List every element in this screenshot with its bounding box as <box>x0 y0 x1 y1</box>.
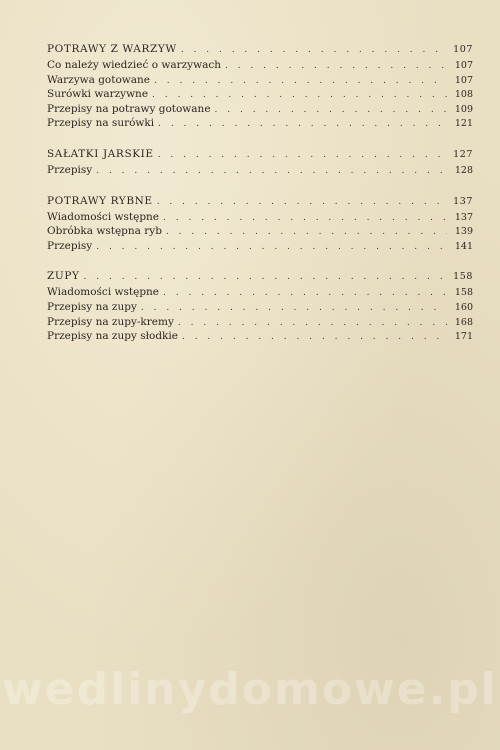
dot-leader <box>181 41 447 59</box>
dot-leader <box>163 286 447 301</box>
toc-entry <box>47 116 473 131</box>
toc-entry <box>47 329 473 344</box>
toc-section-salatki-jarskie <box>47 145 473 178</box>
page-number: 121 <box>454 118 473 130</box>
page-number: 127 <box>453 148 473 160</box>
toc-entry <box>47 163 473 178</box>
toc-entry <box>47 102 473 117</box>
section-title: POTRAWY Z WARZYW <box>47 43 177 55</box>
dot-leader <box>154 74 447 89</box>
toc-entry <box>47 285 473 300</box>
dot-leader <box>158 146 447 164</box>
page-number: 158 <box>454 287 473 299</box>
toc-entry <box>47 315 473 330</box>
page-number: 137 <box>453 195 473 207</box>
page-number: 107 <box>454 60 473 71</box>
dot-leader <box>182 330 447 345</box>
section-title: SAŁATKI JARSKIE <box>47 147 154 160</box>
site-watermark: wedlinydomowe.pl <box>2 664 498 715</box>
page-number: 141 <box>454 240 473 252</box>
toc-entry <box>47 73 473 88</box>
section-title: ZUPY <box>47 270 80 283</box>
page-number: 160 <box>454 301 473 313</box>
entry-label: Surówki warzywne <box>47 88 149 101</box>
page-number: 109 <box>454 103 473 115</box>
dot-leader <box>178 316 447 331</box>
page-number: 108 <box>454 89 473 101</box>
page-number: 168 <box>454 316 473 328</box>
dot-leader <box>166 225 447 240</box>
page-number: 137 <box>454 211 473 223</box>
dot-leader <box>157 193 447 211</box>
dot-leader <box>158 117 447 132</box>
entry-label: Wiadomości wstępne <box>47 210 160 223</box>
entry-label: Co należy wiedzieć o warzywach <box>47 59 221 71</box>
page-number: 158 <box>453 271 473 283</box>
entry-label: Przepisy na zupy słodkie <box>47 330 178 343</box>
entry-label: Przepisy <box>47 239 93 252</box>
dot-leader <box>163 211 447 226</box>
dot-leader <box>96 240 447 255</box>
section-title: POTRAWY RYBNE <box>47 194 153 207</box>
entry-label: Przepisy <box>47 163 93 176</box>
entry-label: Warzywa gotowane <box>47 73 151 86</box>
toc-section-heading <box>47 267 473 285</box>
entry-label: Przepisy na zupy <box>47 300 137 313</box>
dot-leader <box>141 301 447 316</box>
dot-leader <box>225 59 447 74</box>
toc-section-heading <box>47 192 473 210</box>
dot-leader <box>215 103 447 118</box>
page-number: 107 <box>454 74 473 86</box>
page-number: 171 <box>454 331 473 343</box>
toc-entry <box>47 58 473 73</box>
dot-leader <box>84 268 447 286</box>
dot-leader <box>96 164 447 179</box>
toc-section-heading <box>47 145 473 163</box>
toc-section-potrawy-z-warzyw <box>47 40 473 131</box>
entry-label: Wiadomości wstępne <box>47 286 160 299</box>
entry-label: Przepisy na surówki <box>47 117 155 130</box>
table-of-contents <box>47 40 473 358</box>
toc-entry <box>47 300 473 315</box>
toc-section-heading <box>47 40 473 58</box>
toc-entry <box>47 224 473 239</box>
toc-section-zupy <box>47 267 473 343</box>
page-number: 128 <box>454 164 473 176</box>
entry-label: Obróbka wstępna ryb <box>47 225 162 238</box>
entry-label: Przepisy na zupy-kremy <box>47 315 174 328</box>
entry-label: Przepisy na potrawy gotowane <box>47 102 211 115</box>
toc-section-potrawy-rybne <box>47 192 473 254</box>
dot-leader <box>152 88 447 103</box>
toc-entry <box>47 210 473 225</box>
toc-entry <box>47 87 473 102</box>
page-number: 107 <box>453 44 473 55</box>
toc-entry <box>47 239 473 254</box>
page-number: 139 <box>454 226 473 238</box>
